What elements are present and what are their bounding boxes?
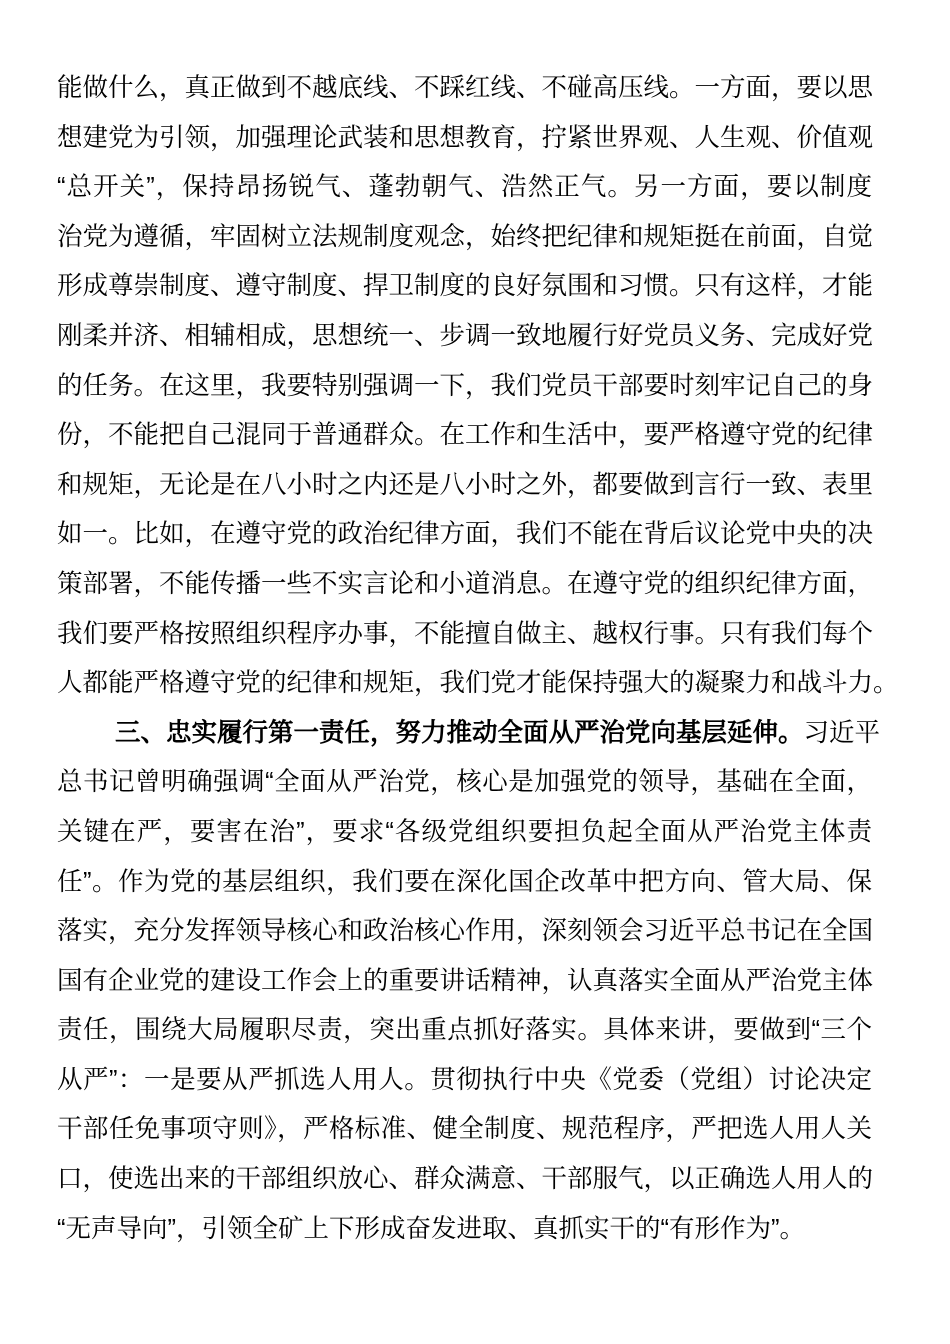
text-run: 人都能严格遵守党的纪律和规矩，我们党才能保持强大的凝聚力和战斗力。 (57, 669, 899, 698)
text-run: 形成尊崇制度、遵守制度、捍卫制度的良好氛围和习惯。只有这样，才能 (57, 272, 874, 301)
document-line (57, 114, 872, 164)
document-line (57, 758, 872, 808)
document-line (57, 1056, 872, 1106)
document-line (57, 808, 872, 858)
text-run: 国有企业党的建设工作会上的重要讲话精神，认真落实全面从严治党主体 (57, 966, 874, 995)
document-line (57, 560, 872, 610)
document-line (57, 610, 872, 660)
text-run: “总开关”，保持昂扬锐气、蓬勃朝气、浩然正气。另一方面，要以制度 (57, 173, 872, 202)
text-run: 能做什么，真正做到不越底线、不踩红线、不碰高压线。一方面，要以思 (57, 74, 874, 102)
document-line (57, 659, 899, 709)
document-line (57, 907, 872, 957)
document-line (57, 1006, 872, 1056)
text-run: 份，不能把自己混同于普通群众。在工作和生活中，要严格遵守党的纪律 (57, 421, 874, 450)
paragraph-continuation (57, 64, 899, 709)
document-line (57, 1205, 872, 1255)
text-run: 落实，充分发挥领导核心和政治核心作用，深刻领会习近平总书记在全国 (57, 917, 874, 946)
text-run: 总书记曾明确强调“全面从严治党，核心是加强党的领导，基础在全面， (57, 768, 872, 797)
text-run: 治党为遵循，牢固树立法规制度观念，始终把纪律和规矩挺在前面，自觉 (57, 222, 874, 251)
text-run: “无声导向”，引领全矿上下形成奋发进取、真抓实干的“有形作为”。 (57, 1214, 805, 1243)
document-line (57, 858, 872, 908)
text-run: 习近平 (803, 718, 881, 747)
document-line (57, 312, 872, 362)
text-run: 的任务。在这里，我要特别强调一下，我们党员干部要时刻牢记自己的身 (57, 371, 874, 400)
document-line (57, 1105, 872, 1155)
text-run: 任”。作为党的基层组织，我们要在深化国企改革中把方向、管大局、保 (57, 867, 872, 896)
document-line (57, 709, 881, 759)
document-line (57, 163, 872, 213)
paragraph-section-three (57, 709, 881, 1255)
document-line (57, 1155, 872, 1205)
text-run: 我们要严格按照组织程序办事，不能擅自做主、越权行事。只有我们每个 (57, 619, 874, 648)
document-body (57, 64, 899, 1254)
text-run: 口，使选出来的干部组织放心、群众满意、干部服气，以正确选人用人的 (57, 1165, 874, 1194)
document-line (57, 411, 872, 461)
text-run: 策部署，不能传播一些不实言论和小道消息。在遵守党的组织纪律方面， (57, 569, 874, 598)
text-run: 干部任免事项守则》，严格标准、健全制度、规范程序，严把选人用人关 (57, 1115, 872, 1144)
text-run: 如一。比如，在遵守党的政治纪律方面，我们不能在背后议论党中央的决 (57, 520, 874, 549)
text-run: 责任，围绕大局履职尽责，突出重点抓好落实。具体来讲，要做到“三个 (57, 1016, 872, 1045)
document-line (57, 262, 872, 312)
document-line (57, 213, 872, 263)
section-heading-run: 三、忠实履行第一责任，努力推动全面从严治党向基层延伸。 (115, 718, 804, 747)
text-run: 刚柔并济、相辅相成，思想统一、步调一致地履行好党员义务、完成好党 (57, 321, 874, 350)
text-run: 关键在严，要害在治”，要求“各级党组织要担负起全面从严治党主体责 (57, 817, 872, 846)
document-line (57, 510, 872, 560)
document-line (57, 461, 872, 511)
text-run: 和规矩，无论是在八小时之内还是八小时之外，都要做到言行一致、表里 (57, 470, 874, 499)
document-line (57, 362, 872, 412)
text-run: 想建党为引领，加强理论武装和思想教育，拧紧世界观、人生观、价值观 (57, 123, 874, 152)
document-line (57, 957, 872, 1007)
text-run: 从严”：一是要从严抓选人用人。贯彻执行中央《党委（党组）讨论决定 (57, 1065, 872, 1094)
document-line (57, 64, 872, 114)
